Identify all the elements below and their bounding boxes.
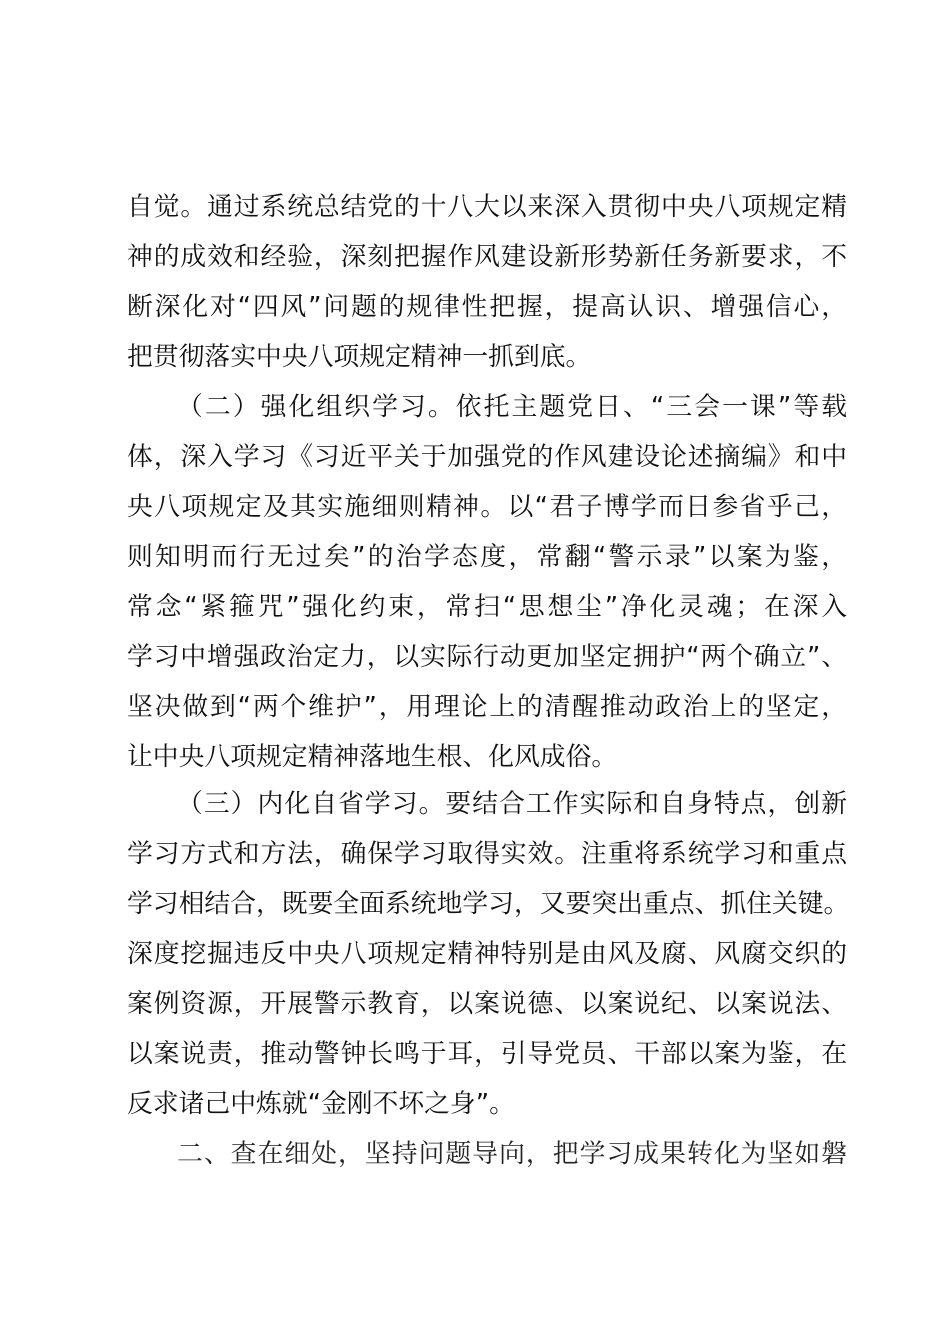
- paragraph-3-line-3: 学习相结合，既要全面系统地学习，又要突出重点、抓住关键。: [127, 889, 850, 919]
- paragraph-2-line-6: 学习中增强政治定力，以实际行动更加坚定拥护“两个确立”、: [127, 642, 847, 672]
- paragraph-3-line-2: 学习方式和方法，确保学习取得实效。注重将系统学习和重点: [127, 839, 847, 869]
- paragraph-3-line-4: 深度挖掘违反中央八项规定精神特别是由风及腐、风腐交织的: [127, 939, 847, 969]
- paragraph-3-line-1: （三）内化自省学习。要结合工作实际和自身特点，创新: [177, 789, 847, 819]
- paragraph-2-line-4: 则知明而行无过矣”的治学态度，常翻“警示录”以案为鉴，: [127, 542, 847, 572]
- paragraph-2-line-5: 常念“紧箍咒”强化约束，常扫“思想尘”净化灵魂；在深入: [127, 592, 847, 622]
- paragraph-3-line-6: 以案说责，推动警钟长鸣于耳，引导党员、干部以案为鉴，在: [127, 1039, 847, 1069]
- paragraph-3-line-5: 案例资源，开展警示教育，以案说德、以案说纪、以案说法、: [127, 989, 847, 1019]
- section-heading: 二、查在细处，坚持问题导向，把学习成果转化为坚如磐: [177, 1139, 847, 1169]
- paragraph-3-line-7: 反求诸己中炼就“金刚不坏之身”。: [127, 1089, 515, 1119]
- paragraph-1-line-4: 把贯彻落实中央八项规定精神一抓到底。: [127, 342, 592, 372]
- paragraph-2-line-1: （二）强化组织学习。依托主题党日、“三会一课”等载: [177, 392, 847, 422]
- paragraph-1-line-1: 自觉。通过系统总结党的十八大以来深入贯彻中央八项规定精: [127, 192, 847, 222]
- paragraph-1-line-2: 神的成效和经验，深刻把握作风建设新形势新任务新要求，不: [127, 242, 847, 272]
- paragraph-1-line-3: 断深化对“四风”问题的规律性把握，提高认识、增强信心，: [127, 292, 847, 322]
- paragraph-2-line-3: 央八项规定及其实施细则精神。以“君子博学而日参省乎己，: [127, 492, 847, 522]
- paragraph-2-line-8: 让中央八项规定精神落地生根、化风成俗。: [127, 742, 618, 772]
- paragraph-2-line-2: 体，深入学习《习近平关于加强党的作风建设论述摘编》和中: [127, 442, 847, 472]
- paragraph-2-line-7: 坚决做到“两个维护”，用理论上的清醒推动政治上的坚定，: [127, 692, 847, 722]
